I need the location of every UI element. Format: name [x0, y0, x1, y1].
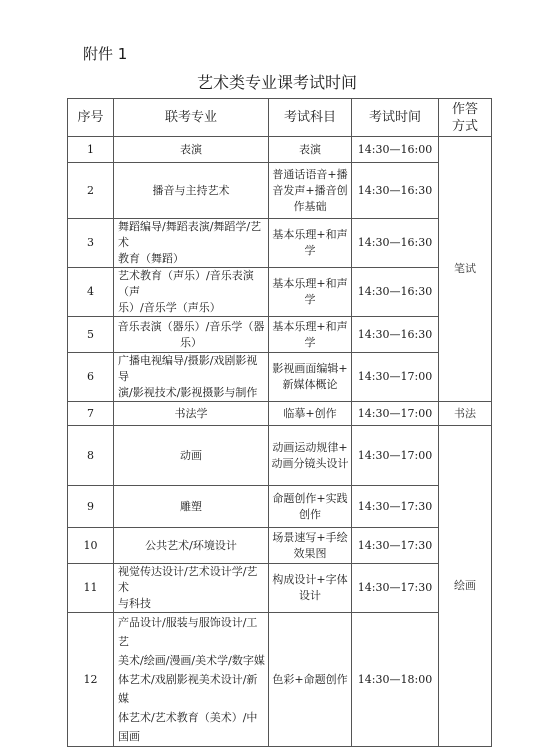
row-subject: 普通话语音+播 音发声+播音创 作基础 — [269, 163, 352, 219]
row-time: 14:30—17:00 — [352, 402, 439, 426]
row-major: 动画 — [114, 426, 269, 486]
table-row — [68, 163, 492, 219]
row-seq: 3 — [68, 219, 114, 268]
table-row — [68, 486, 492, 528]
table-row — [68, 528, 492, 564]
row-subject: 动画运动规律+ 动画分镜头设计 — [269, 426, 352, 486]
row-time: 14:30—17:30 — [352, 486, 439, 528]
table-row — [68, 564, 492, 613]
row-subject: 影视画面编辑+ 新媒体概论 — [269, 353, 352, 402]
row-major: 广播电视编导/摄影/戏剧影视导 演/影视技术/影视摄影与制作 — [114, 353, 269, 402]
row-time: 14:30—16:00 — [352, 137, 439, 163]
row-seq: 7 — [68, 402, 114, 426]
row-time: 14:30—16:30 — [352, 268, 439, 317]
row-major: 音乐表演（器乐）/音乐学（器乐） — [114, 317, 269, 353]
row-subject: 临摹+创作 — [269, 402, 352, 426]
page-title: 艺术类专业课考试时间 — [196, 73, 357, 92]
row-major: 舞蹈编导/舞蹈表演/舞蹈学/艺术 教育（舞蹈） — [114, 219, 269, 268]
attachment-label: 附件 1 — [83, 45, 128, 63]
row-subject: 基本乐理+和声 学 — [269, 268, 352, 317]
row-seq: 9 — [68, 486, 114, 528]
row-time: 14:30—17:00 — [352, 426, 439, 486]
row-time: 14:30—18:00 — [352, 613, 439, 747]
header-major: 联考专业 — [114, 99, 269, 137]
row-major: 公共艺术/环境设计 — [114, 528, 269, 564]
table-row — [68, 402, 492, 426]
row-major: 视觉传达设计/艺术设计学/艺术 与科技 — [114, 564, 269, 613]
row-time: 14:30—17:30 — [352, 528, 439, 564]
row-seq: 5 — [68, 317, 114, 353]
header-time: 考试时间 — [352, 99, 439, 137]
row-seq: 10 — [68, 528, 114, 564]
row-seq: 4 — [68, 268, 114, 317]
row-subject: 基本乐理+和声 学 — [269, 317, 352, 353]
row-major: 产品设计/服装与服饰设计/工艺 美术/绘画/漫画/美术学/数字媒 体艺术/戏剧影视美术设计/新媒 体艺术/艺术教育（美术）/中国画 — [114, 613, 269, 747]
row-major: 书法学 — [114, 402, 269, 426]
row-subject: 基本乐理+和声 学 — [269, 219, 352, 268]
table-row — [68, 613, 492, 747]
row-time: 14:30—16:30 — [352, 317, 439, 353]
row-time: 14:30—16:30 — [352, 219, 439, 268]
row-subject: 命题创作+实践 创作 — [269, 486, 352, 528]
row-seq: 8 — [68, 426, 114, 486]
row-seq: 2 — [68, 163, 114, 219]
row-seq: 6 — [68, 353, 114, 402]
row-seq: 11 — [68, 564, 114, 613]
row-time: 14:30—16:30 — [352, 163, 439, 219]
method-drawing: 绘画 — [439, 426, 492, 747]
table-row — [68, 426, 492, 486]
row-major: 播音与主持艺术 — [114, 163, 269, 219]
table-row — [68, 137, 492, 163]
row-subject: 构成设计+字体 设计 — [269, 564, 352, 613]
row-major: 表演 — [114, 137, 269, 163]
header-seq: 序号 — [68, 99, 114, 137]
table-row — [68, 219, 492, 268]
table-row — [68, 353, 492, 402]
method-written: 笔试 — [439, 137, 492, 402]
header-method: 作答 方式 — [439, 99, 492, 137]
exam-schedule-table — [67, 98, 492, 747]
table-row — [68, 268, 492, 317]
table-header-row — [68, 99, 492, 137]
row-subject: 表演 — [269, 137, 352, 163]
row-time: 14:30—17:00 — [352, 353, 439, 402]
row-major: 艺术教育（声乐）/音乐表演（声 乐）/音乐学（声乐） — [114, 268, 269, 317]
method-calligraphy: 书法 — [439, 402, 492, 426]
row-seq: 12 — [68, 613, 114, 747]
header-subject: 考试科目 — [269, 99, 352, 137]
row-seq: 1 — [68, 137, 114, 163]
row-subject: 色彩+命题创作 — [269, 613, 352, 747]
row-time: 14:30—17:30 — [352, 564, 439, 613]
row-subject: 场景速写+手绘 效果图 — [269, 528, 352, 564]
row-major: 雕塑 — [114, 486, 269, 528]
table-row — [68, 317, 492, 353]
